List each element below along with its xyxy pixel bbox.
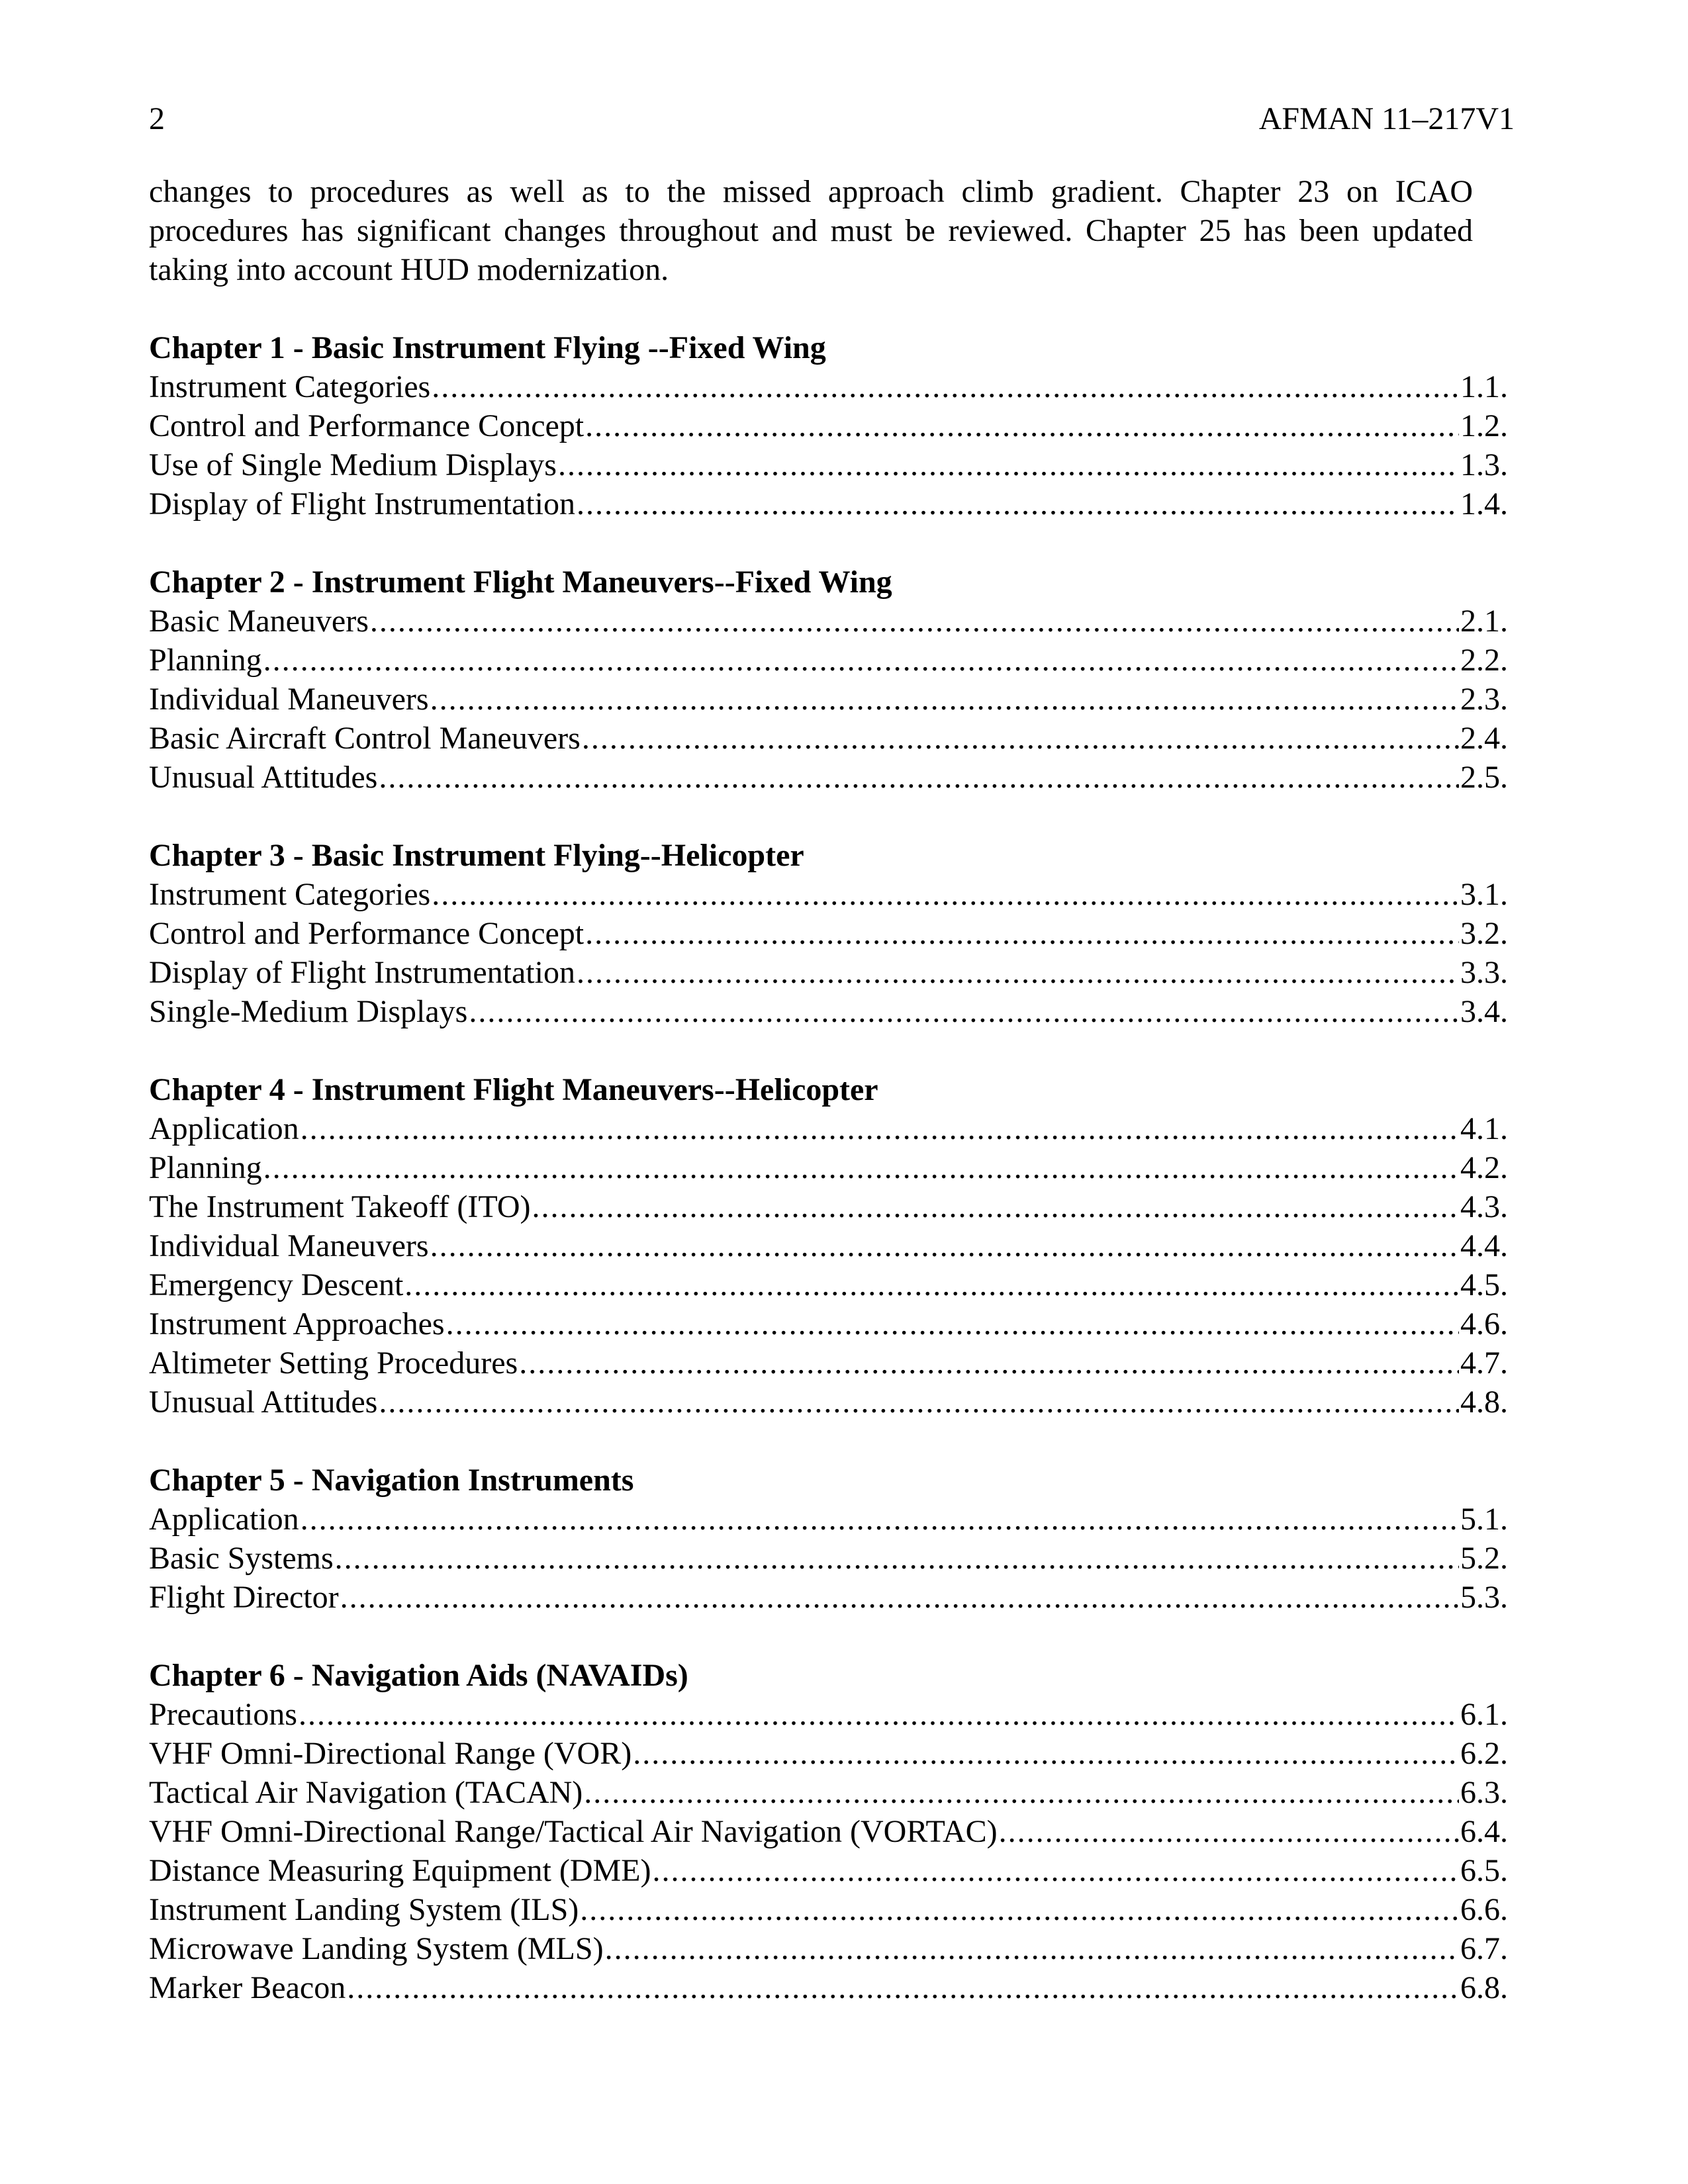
toc-entry <box>149 1968 1508 2007</box>
dot-leader <box>577 484 1459 523</box>
toc-entry-number: 6.5. <box>1460 1853 1508 1888</box>
toc-entry <box>149 1265 1508 1304</box>
document-id: AFMAN 11–217V1 <box>1258 101 1515 136</box>
toc-entry-number: 5.3. <box>1460 1580 1508 1615</box>
toc-entry <box>149 1773 1508 1812</box>
toc-entry-label: The Instrument Takeoff (ITO) <box>149 1189 531 1224</box>
toc-entry-label: Instrument Categories <box>149 369 431 404</box>
toc-entry-number: 2.3. <box>1460 682 1508 717</box>
toc-entry-number: 5.1. <box>1460 1502 1508 1537</box>
toc-entry-label: Planning <box>149 1150 262 1185</box>
toc-entry-number: 4.8. <box>1460 1385 1508 1420</box>
intro-line: procedures has significant changes throughout and must be reviewed. Chapter 25 has been updated <box>149 213 1473 248</box>
dot-leader <box>347 1968 1459 2007</box>
toc-entry <box>149 1343 1508 1383</box>
toc-entry-number: 3.4. <box>1460 994 1508 1029</box>
chapter-title: Chapter 6 - Navigation Aids (NAVAIDs) <box>149 1658 688 1693</box>
toc-entry <box>149 914 1508 953</box>
chapter-title: Chapter 3 - Basic Instrument Flying--Helicopter <box>149 838 804 873</box>
toc-entry-label: VHF Omni-Directional Range (VOR) <box>149 1736 632 1771</box>
toc-entry <box>149 445 1508 484</box>
toc-entry-number: 1.1. <box>1460 369 1508 404</box>
dot-leader <box>585 914 1459 953</box>
toc-entry-number: 1.3. <box>1460 447 1508 482</box>
dot-leader <box>404 1265 1459 1304</box>
toc-entry-label: Basic Aircraft Control Maneuvers <box>149 721 581 756</box>
toc-entry <box>149 602 1508 641</box>
dot-leader <box>605 1929 1459 1968</box>
toc-entry-label: Microwave Landing System (MLS) <box>149 1931 604 1966</box>
intro-line: changes to procedures as well as to the missed approach climb gradient. Chapter 23 on ICAO <box>149 174 1473 209</box>
toc-entry-label: Individual Maneuvers <box>149 1228 429 1263</box>
toc-entry-number: 6.2. <box>1460 1736 1508 1771</box>
toc-entry-number: 4.4. <box>1460 1228 1508 1263</box>
dot-leader <box>301 1109 1459 1148</box>
intro-paragraph <box>149 172 1473 289</box>
toc-entry-label: Distance Measuring Equipment (DME) <box>149 1853 651 1888</box>
dot-leader <box>580 1890 1459 1929</box>
toc-entry-number: 4.2. <box>1460 1150 1508 1185</box>
toc-entry-number: 2.2. <box>1460 643 1508 678</box>
toc-entry <box>149 758 1508 797</box>
toc-chapter <box>149 1656 1508 2007</box>
toc-entry <box>149 1695 1508 1734</box>
toc-entry <box>149 641 1508 680</box>
dot-leader <box>584 1773 1459 1812</box>
toc-entry-number: 3.2. <box>1460 916 1508 951</box>
toc-entry-label: Instrument Categories <box>149 877 431 912</box>
dot-leader <box>532 1187 1459 1226</box>
dot-leader <box>652 1851 1459 1890</box>
toc-entry <box>149 1226 1508 1265</box>
toc-entry-number: 4.7. <box>1460 1345 1508 1381</box>
toc-entry <box>149 484 1508 523</box>
toc-entry <box>149 680 1508 719</box>
toc-entry-label: Unusual Attitudes <box>149 760 378 795</box>
toc-entry-number: 4.3. <box>1460 1189 1508 1224</box>
toc-entry <box>149 1500 1508 1539</box>
dot-leader <box>558 445 1459 484</box>
toc-entry-number: 3.3. <box>1460 955 1508 990</box>
dot-leader <box>469 992 1459 1031</box>
toc-entry-label: Use of Single Medium Displays <box>149 447 557 482</box>
toc-entry-label: Instrument Approaches <box>149 1306 445 1342</box>
toc-entry-label: Altimeter Setting Procedures <box>149 1345 518 1381</box>
toc-entry-number: 1.2. <box>1460 408 1508 443</box>
chapter-title: Chapter 2 - Instrument Flight Maneuvers--Fixed Wing <box>149 565 892 600</box>
dot-leader <box>432 367 1459 406</box>
toc-entry-number: 4.5. <box>1460 1267 1508 1302</box>
toc-entry-label: Planning <box>149 643 262 678</box>
dot-leader <box>340 1578 1459 1617</box>
chapter-title: Chapter 1 - Basic Instrument Flying --Fixed Wing <box>149 330 826 365</box>
toc-entry <box>149 367 1508 406</box>
dot-leader <box>582 719 1459 758</box>
chapter-title: Chapter 4 - Instrument Flight Maneuvers--Helicopter <box>149 1072 878 1107</box>
toc-entry-number: 6.8. <box>1460 1970 1508 2005</box>
toc-entry <box>149 1851 1508 1890</box>
toc-entry <box>149 1539 1508 1578</box>
toc-entry-label: Basic Maneuvers <box>149 604 369 639</box>
chapter-title: Chapter 5 - Navigation Instruments <box>149 1463 634 1498</box>
toc-entry-number: 6.7. <box>1460 1931 1508 1966</box>
toc-entry-label: Display of Flight Instrumentation <box>149 955 575 990</box>
table-of-contents <box>149 328 1508 2046</box>
dot-leader <box>299 1695 1459 1734</box>
toc-entry-label: Tactical Air Navigation (TACAN) <box>149 1775 583 1810</box>
toc-chapter <box>149 1070 1508 1422</box>
toc-entry-number: 2.4. <box>1460 721 1508 756</box>
toc-entry <box>149 875 1508 914</box>
toc-chapter <box>149 836 1508 1031</box>
toc-entry-label: Control and Performance Concept <box>149 408 585 443</box>
toc-entry <box>149 1187 1508 1226</box>
toc-entry-number: 2.1. <box>1460 604 1508 639</box>
toc-entry-number: 2.5. <box>1460 760 1508 795</box>
toc-entry-label: Basic Systems <box>149 1541 334 1576</box>
toc-entry <box>149 1812 1508 1851</box>
dot-leader <box>519 1343 1459 1383</box>
toc-chapter <box>149 563 1508 797</box>
toc-entry-number: 6.4. <box>1460 1814 1508 1849</box>
toc-entry-label: Marker Beacon <box>149 1970 346 2005</box>
dot-leader <box>370 602 1459 641</box>
toc-entry-label: Unusual Attitudes <box>149 1385 378 1420</box>
toc-entry <box>149 719 1508 758</box>
toc-entry-number: 4.6. <box>1460 1306 1508 1342</box>
toc-entry-number: 1.4. <box>1460 486 1508 522</box>
dot-leader <box>430 1226 1459 1265</box>
toc-entry-label: Flight Director <box>149 1580 339 1615</box>
toc-entry <box>149 1929 1508 1968</box>
toc-entry <box>149 406 1508 445</box>
toc-entry <box>149 1890 1508 1929</box>
toc-entry <box>149 992 1508 1031</box>
dot-leader <box>263 641 1459 680</box>
toc-entry-number: 6.6. <box>1460 1892 1508 1927</box>
dot-leader <box>577 953 1459 992</box>
toc-entry <box>149 1734 1508 1773</box>
toc-entry <box>149 1148 1508 1187</box>
dot-leader <box>999 1812 1459 1851</box>
dot-leader <box>430 680 1459 719</box>
toc-entry-number: 3.1. <box>1460 877 1508 912</box>
page-number: 2 <box>149 101 165 136</box>
toc-entry-label: Application <box>149 1111 299 1146</box>
dot-leader <box>301 1500 1459 1539</box>
toc-chapter <box>149 328 1508 523</box>
intro-line: taking into account HUD modernization. <box>149 252 669 287</box>
toc-entry-label: Individual Maneuvers <box>149 682 429 717</box>
toc-entry-label: Emergency Descent <box>149 1267 404 1302</box>
dot-leader <box>263 1148 1459 1187</box>
toc-entry <box>149 1383 1508 1422</box>
dot-leader <box>633 1734 1459 1773</box>
toc-entry-number: 4.1. <box>1460 1111 1508 1146</box>
toc-entry <box>149 1578 1508 1617</box>
dot-leader <box>432 875 1459 914</box>
toc-entry-label: Display of Flight Instrumentation <box>149 486 575 522</box>
toc-entry-label: Application <box>149 1502 299 1537</box>
toc-entry-number: 6.3. <box>1460 1775 1508 1810</box>
toc-entry-label: Single-Medium Displays <box>149 994 468 1029</box>
dot-leader <box>585 406 1459 445</box>
dot-leader <box>335 1539 1459 1578</box>
dot-leader <box>379 1383 1459 1422</box>
toc-entry <box>149 1304 1508 1343</box>
toc-chapter <box>149 1461 1508 1617</box>
dot-leader <box>379 758 1459 797</box>
toc-entry <box>149 953 1508 992</box>
toc-entry-label: VHF Omni-Directional Range/Tactical Air Navigation (VORTAC) <box>149 1814 998 1849</box>
toc-entry-label: Control and Performance Concept <box>149 916 585 951</box>
toc-entry-number: 6.1. <box>1460 1697 1508 1732</box>
toc-entry-number: 5.2. <box>1460 1541 1508 1576</box>
toc-entry-label: Precautions <box>149 1697 297 1732</box>
toc-entry <box>149 1109 1508 1148</box>
toc-entry-label: Instrument Landing System (ILS) <box>149 1892 579 1927</box>
dot-leader <box>446 1304 1459 1343</box>
